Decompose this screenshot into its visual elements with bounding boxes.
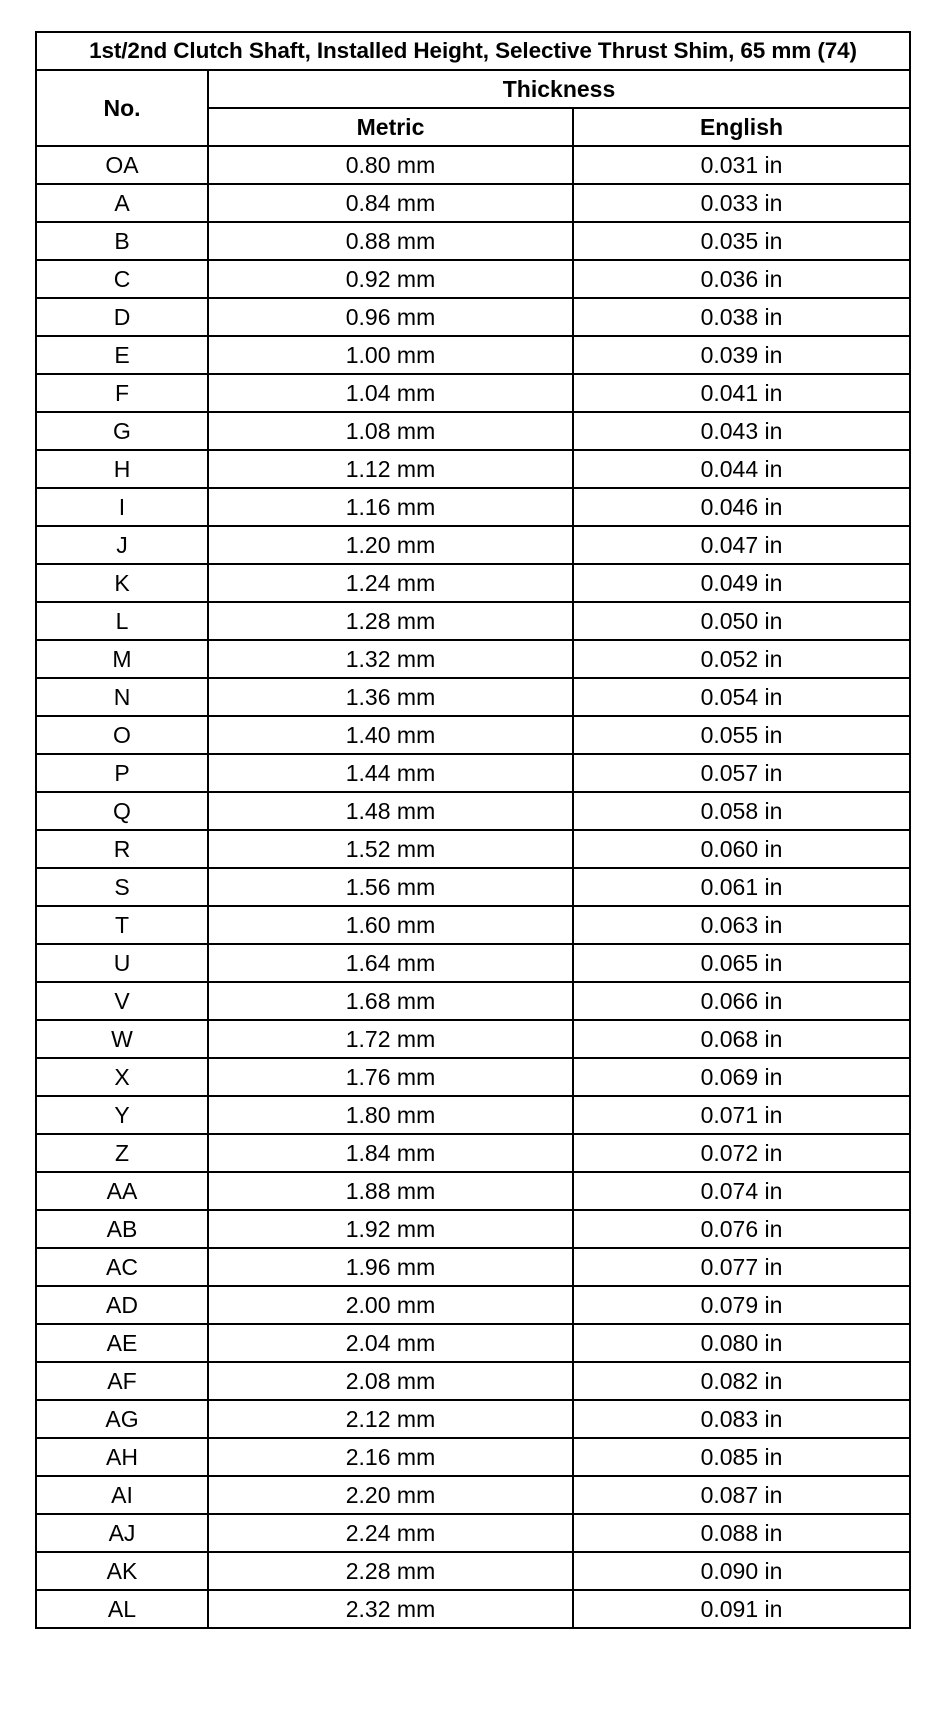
cell-no: X: [36, 1058, 208, 1096]
table-row: [36, 260, 910, 298]
cell-no: R: [36, 830, 208, 868]
cell-english: 0.047 in: [573, 526, 910, 564]
cell-no: O: [36, 716, 208, 754]
table-row: [36, 982, 910, 1020]
table-row: [36, 564, 910, 602]
cell-no: AI: [36, 1476, 208, 1514]
cell-metric: 2.28 mm: [208, 1552, 573, 1590]
table-row: [36, 1210, 910, 1248]
cell-no: AF: [36, 1362, 208, 1400]
cell-metric: 1.76 mm: [208, 1058, 573, 1096]
table-row: [36, 1058, 910, 1096]
cell-english: 0.068 in: [573, 1020, 910, 1058]
cell-no: AA: [36, 1172, 208, 1210]
cell-no: M: [36, 640, 208, 678]
cell-english: 0.049 in: [573, 564, 910, 602]
cell-no: F: [36, 374, 208, 412]
cell-metric: 1.08 mm: [208, 412, 573, 450]
cell-english: 0.041 in: [573, 374, 910, 412]
cell-no: AD: [36, 1286, 208, 1324]
table-row: [36, 792, 910, 830]
cell-english: 0.074 in: [573, 1172, 910, 1210]
cell-no: C: [36, 260, 208, 298]
cell-no: Y: [36, 1096, 208, 1134]
shim-table: [35, 31, 911, 1629]
cell-metric: 0.96 mm: [208, 298, 573, 336]
cell-metric: 2.04 mm: [208, 1324, 573, 1362]
header-thickness: Thickness: [208, 70, 910, 108]
table-body: [36, 146, 910, 1628]
cell-no: A: [36, 184, 208, 222]
table-row: [36, 222, 910, 260]
table-row: [36, 146, 910, 184]
cell-metric: 1.64 mm: [208, 944, 573, 982]
cell-metric: 1.60 mm: [208, 906, 573, 944]
table-row: [36, 412, 910, 450]
cell-english: 0.055 in: [573, 716, 910, 754]
table-row: [36, 868, 910, 906]
cell-english: 0.054 in: [573, 678, 910, 716]
cell-metric: 1.48 mm: [208, 792, 573, 830]
table-row: [36, 1324, 910, 1362]
cell-metric: 1.32 mm: [208, 640, 573, 678]
table-title: 1st/2nd Clutch Shaft, Installed Height, Selective Thrust Shim, 65 mm (74): [36, 32, 910, 70]
table-row: [36, 184, 910, 222]
cell-metric: 1.36 mm: [208, 678, 573, 716]
table-row: [36, 1020, 910, 1058]
cell-no: I: [36, 488, 208, 526]
cell-metric: 1.72 mm: [208, 1020, 573, 1058]
cell-english: 0.036 in: [573, 260, 910, 298]
table-row: [36, 754, 910, 792]
cell-english: 0.039 in: [573, 336, 910, 374]
table-row: [36, 1400, 910, 1438]
table-row: [36, 1476, 910, 1514]
cell-metric: 1.92 mm: [208, 1210, 573, 1248]
cell-no: V: [36, 982, 208, 1020]
cell-metric: 2.00 mm: [208, 1286, 573, 1324]
table-row: [36, 678, 910, 716]
cell-metric: 0.88 mm: [208, 222, 573, 260]
cell-no: D: [36, 298, 208, 336]
table-row: [36, 1362, 910, 1400]
table-row: [36, 336, 910, 374]
table-row: [36, 488, 910, 526]
header-no: No.: [36, 70, 208, 146]
table-row: [36, 450, 910, 488]
table-row: [36, 1134, 910, 1172]
cell-no: AK: [36, 1552, 208, 1590]
cell-english: 0.091 in: [573, 1590, 910, 1628]
cell-no: B: [36, 222, 208, 260]
table-row: [36, 1248, 910, 1286]
cell-english: 0.043 in: [573, 412, 910, 450]
table-row: [36, 1286, 910, 1324]
cell-english: 0.076 in: [573, 1210, 910, 1248]
cell-no: T: [36, 906, 208, 944]
table-row: [36, 298, 910, 336]
table-row: [36, 1514, 910, 1552]
cell-metric: 1.40 mm: [208, 716, 573, 754]
cell-metric: 1.12 mm: [208, 450, 573, 488]
cell-english: 0.090 in: [573, 1552, 910, 1590]
cell-no: K: [36, 564, 208, 602]
table-row: [36, 830, 910, 868]
cell-english: 0.088 in: [573, 1514, 910, 1552]
cell-no: J: [36, 526, 208, 564]
cell-english: 0.057 in: [573, 754, 910, 792]
cell-metric: 1.44 mm: [208, 754, 573, 792]
table-row: [36, 602, 910, 640]
cell-english: 0.052 in: [573, 640, 910, 678]
table-row: [36, 1096, 910, 1134]
cell-no: Z: [36, 1134, 208, 1172]
cell-metric: 1.84 mm: [208, 1134, 573, 1172]
cell-no: Q: [36, 792, 208, 830]
cell-english: 0.077 in: [573, 1248, 910, 1286]
cell-metric: 1.96 mm: [208, 1248, 573, 1286]
cell-no: L: [36, 602, 208, 640]
cell-metric: 1.88 mm: [208, 1172, 573, 1210]
table-row: [36, 640, 910, 678]
cell-english: 0.044 in: [573, 450, 910, 488]
cell-no: OA: [36, 146, 208, 184]
cell-english: 0.066 in: [573, 982, 910, 1020]
table-row: [36, 1552, 910, 1590]
table-row: [36, 1590, 910, 1628]
cell-no: W: [36, 1020, 208, 1058]
cell-no: AB: [36, 1210, 208, 1248]
table-row: [36, 1438, 910, 1476]
cell-english: 0.046 in: [573, 488, 910, 526]
cell-metric: 1.20 mm: [208, 526, 573, 564]
cell-english: 0.031 in: [573, 146, 910, 184]
cell-metric: 0.92 mm: [208, 260, 573, 298]
cell-english: 0.063 in: [573, 906, 910, 944]
header-english: English: [573, 108, 910, 146]
cell-metric: 1.56 mm: [208, 868, 573, 906]
cell-metric: 2.16 mm: [208, 1438, 573, 1476]
cell-metric: 1.52 mm: [208, 830, 573, 868]
cell-metric: 1.28 mm: [208, 602, 573, 640]
cell-no: AC: [36, 1248, 208, 1286]
cell-english: 0.082 in: [573, 1362, 910, 1400]
header-metric: Metric: [208, 108, 573, 146]
cell-no: N: [36, 678, 208, 716]
cell-english: 0.035 in: [573, 222, 910, 260]
table-row: [36, 906, 910, 944]
cell-no: S: [36, 868, 208, 906]
cell-english: 0.050 in: [573, 602, 910, 640]
cell-english: 0.083 in: [573, 1400, 910, 1438]
cell-no: G: [36, 412, 208, 450]
cell-no: AE: [36, 1324, 208, 1362]
cell-metric: 0.84 mm: [208, 184, 573, 222]
cell-english: 0.079 in: [573, 1286, 910, 1324]
cell-metric: 2.20 mm: [208, 1476, 573, 1514]
cell-metric: 2.12 mm: [208, 1400, 573, 1438]
cell-english: 0.060 in: [573, 830, 910, 868]
cell-english: 0.065 in: [573, 944, 910, 982]
cell-no: AJ: [36, 1514, 208, 1552]
cell-english: 0.038 in: [573, 298, 910, 336]
cell-english: 0.033 in: [573, 184, 910, 222]
table-row: [36, 526, 910, 564]
cell-metric: 1.00 mm: [208, 336, 573, 374]
table-row: [36, 944, 910, 982]
cell-no: H: [36, 450, 208, 488]
cell-english: 0.071 in: [573, 1096, 910, 1134]
cell-english: 0.085 in: [573, 1438, 910, 1476]
cell-metric: 0.80 mm: [208, 146, 573, 184]
cell-english: 0.069 in: [573, 1058, 910, 1096]
cell-metric: 1.24 mm: [208, 564, 573, 602]
cell-english: 0.061 in: [573, 868, 910, 906]
cell-no: E: [36, 336, 208, 374]
cell-no: AG: [36, 1400, 208, 1438]
cell-english: 0.058 in: [573, 792, 910, 830]
cell-metric: 1.80 mm: [208, 1096, 573, 1134]
cell-metric: 1.04 mm: [208, 374, 573, 412]
table-row: [36, 716, 910, 754]
cell-no: U: [36, 944, 208, 982]
cell-metric: 2.24 mm: [208, 1514, 573, 1552]
cell-metric: 1.16 mm: [208, 488, 573, 526]
cell-english: 0.072 in: [573, 1134, 910, 1172]
cell-english: 0.080 in: [573, 1324, 910, 1362]
cell-no: AL: [36, 1590, 208, 1628]
cell-metric: 2.32 mm: [208, 1590, 573, 1628]
cell-no: P: [36, 754, 208, 792]
cell-no: AH: [36, 1438, 208, 1476]
table-row: [36, 374, 910, 412]
table-row: [36, 1172, 910, 1210]
cell-english: 0.087 in: [573, 1476, 910, 1514]
cell-metric: 1.68 mm: [208, 982, 573, 1020]
cell-metric: 2.08 mm: [208, 1362, 573, 1400]
